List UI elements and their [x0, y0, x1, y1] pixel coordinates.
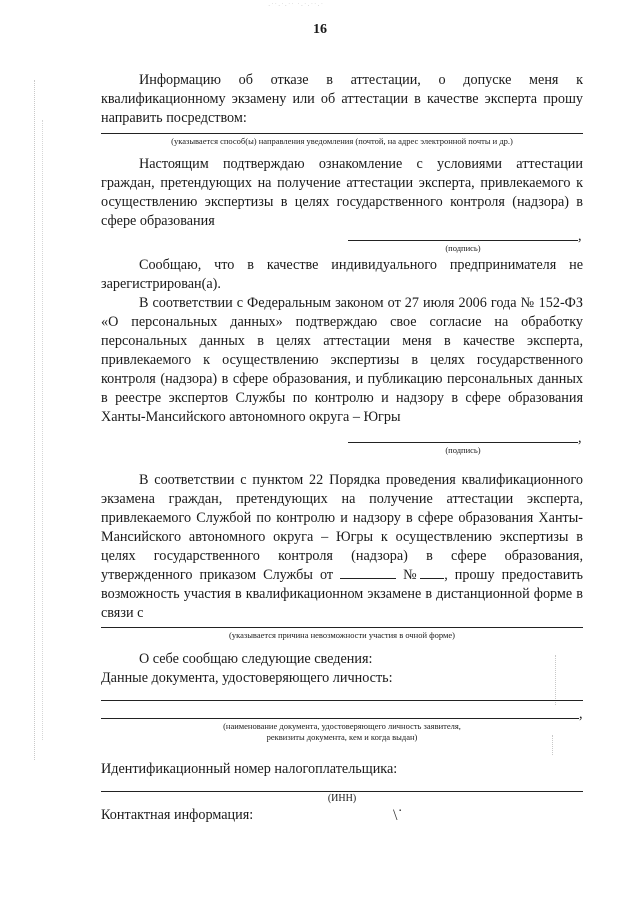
paragraph-text: , прошу предоставить возможность участия в квалификационном экзамене в дистанционной форме в связи с — [101, 567, 583, 621]
id-document-field-1[interactable] — [101, 700, 583, 701]
about-heading: О себе сообщаю следующие сведения: — [139, 651, 373, 667]
number-sign: № — [403, 567, 421, 583]
caption-id-document-1: (наименование документа, удостоверяющего личность заявителя, — [223, 721, 461, 731]
order-number-field[interactable] — [420, 566, 444, 579]
caption-notification-method: (указывается способ(ы) направления уведомления (почтой, на адрес электронной почты и др.) — [171, 136, 513, 146]
paragraph-text: Настоящим подтверждаю ознакомление с условиями аттестации граждан, претендующих на получение аттестации эксперта, привлекаемого к осуществлению экспертизы в целях государственного контроля (надзора) в сфере образования — [101, 156, 583, 229]
inn-label: Идентификационный номер налогоплательщика: — [101, 761, 398, 777]
caption-signature-1: (подпись) — [445, 243, 481, 253]
paragraph-text: Сообщаю, что в качестве индивидуального предпринимателя не зарегистрирован(а). — [101, 257, 583, 292]
paragraph-text: В соответствии с пунктом 22 Порядка проведения квалификационного экзамена граждан, претендующих на получение аттестации эксперта, привлекаемого Службой по контролю и надзору в сфере образования Ханты-Мансийского автономного округа – Югры к осуществлению экспертизы в целях государственного контроля (надзора) в сфере образования, утвержденного приказом Службы от — [101, 472, 583, 583]
inn-field[interactable] — [101, 791, 583, 792]
order-date-field[interactable] — [340, 566, 396, 579]
paragraph-remote-exam-request — [101, 471, 583, 623]
comma: , — [578, 228, 582, 244]
pen-mark: \˙ — [393, 807, 403, 824]
paragraph-notification-method — [101, 71, 583, 128]
comma: , — [579, 706, 583, 722]
paragraph-acknowledgement — [101, 155, 583, 231]
caption-inn: (ИНН) — [327, 793, 357, 804]
scan-artifact — [34, 80, 35, 760]
signature-field-2[interactable] — [348, 442, 578, 443]
id-document-field-2[interactable] — [101, 718, 579, 719]
caption-reason: (указывается причина невозможности участия в очной форме) — [229, 630, 455, 640]
paragraph-text: Информацию об отказе в аттестации, о допуске меня к квалификационному экзамену или об аттестации в качестве эксперта прошу направить посредством: — [101, 72, 583, 126]
scan-artifact — [42, 120, 43, 740]
id-document-label: Данные документа, удостоверяющего личность: — [101, 670, 393, 686]
paragraph-text: В соответствии с Федеральным законом от 27 июля 2006 года № 152-ФЗ «О персональных данных» подтверждаю свое согласие на обработку персональных данных в целях аттестации меня в качестве эксперта, привлекаемого к осуществлению экспертизы в целях государственного контроля (надзора) в сфере образования, и публикацию персональных данных в реестре экспертов Службы по контролю и надзору в сфере образования Ханты-Мансийского автономного округа – Югры — [101, 295, 583, 425]
notification-method-field[interactable] — [101, 133, 583, 134]
comma: , — [578, 430, 582, 446]
page-number: 16 — [313, 22, 327, 37]
reason-field[interactable] — [101, 627, 583, 628]
paragraph-entrepreneur — [101, 256, 583, 294]
signature-field-1[interactable] — [348, 240, 578, 241]
scan-artifact — [555, 655, 556, 705]
contact-label: Контактная информация: — [101, 807, 254, 823]
caption-signature-2: (подпись) — [445, 445, 481, 455]
paragraph-personal-data-consent — [101, 294, 583, 427]
caption-id-document-2: реквизиты документа, кем и когда выдан) — [266, 732, 418, 742]
scan-artifact: ·˙˙·˙·˙˙ ˙·˙·˙˙·˙ — [268, 2, 325, 10]
